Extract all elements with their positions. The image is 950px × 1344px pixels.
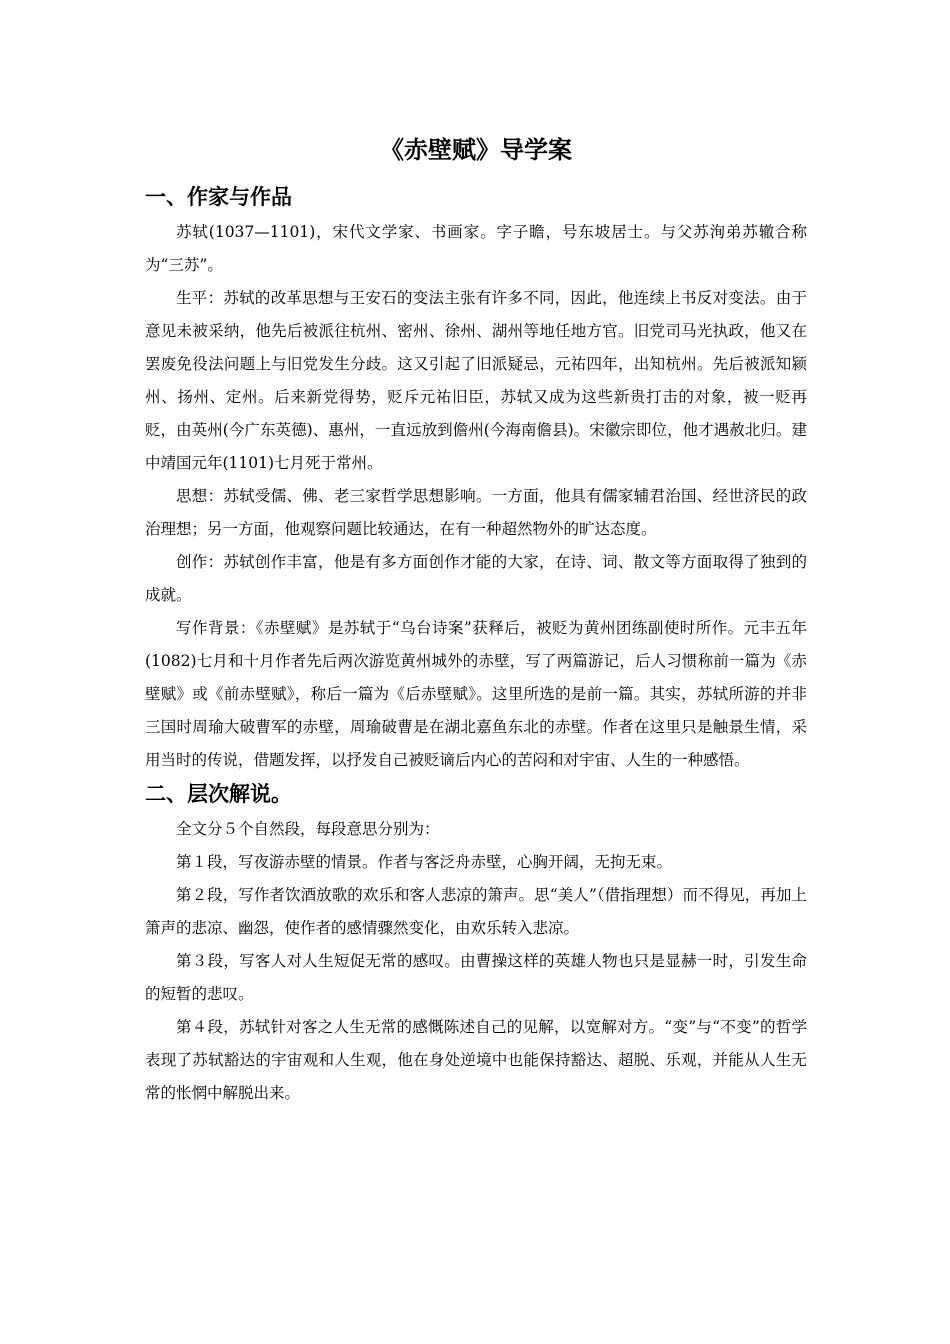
section-author-works xyxy=(145,180,807,777)
paragraph-section-4: 第４段，苏轼针对客之人生无常的感慨陈述自己的见解，以宽解对方。“变”与“不变”的哲学表现了苏轼豁达的宇宙观和人生观，他在身处逆境中也能保持豁达、超脱、乐观，并能从人生无常的怅惘中解脱出来。 xyxy=(145,1018,807,1102)
paragraph-intro: 苏轼(1037—1101)，宋代文学家、书画家。字子瞻，号东坡居士。与父苏洵弟苏辙合称为“三苏”。 xyxy=(145,223,807,274)
section-structure xyxy=(145,777,807,1110)
paragraph-overview: 全文分５个自然段，每段意思分别为： xyxy=(176,820,440,838)
paragraph-section-1: 第１段，写夜游赤壁的情景。作者与客泛舟赤壁，心胸开阔，无拘无束。 xyxy=(176,853,673,871)
paragraph-section-3: 第３段，写客人对人生短促无常的感叹。由曹操这样的英雄人物也只是显赫一时，引发生命的短暂的悲叹。 xyxy=(145,952,807,1003)
section-heading: 二、层次解说。 xyxy=(145,782,292,806)
page-title: 《赤壁赋》导学案 xyxy=(380,136,572,164)
paragraph-background: 写作背景：《赤壁赋》是苏轼于“乌台诗案”获释后，被贬为黄州团练副使时所作。元丰五年(1082)七月和十月作者先后两次游览黄州城外的赤壁，写了两篇游记，后人习惯称前一篇为《赤壁赋》或《前赤壁赋》，称后一篇为《后赤壁赋》。这里所选的是前一篇。其实，苏轼所游的并非三国时周瑜大破曹军的赤壁，周瑜破曹是在湖北嘉鱼东北的赤壁。作者在这里只是触景生情，采用当时的传说，借题发挥，以抒发自己被贬谪后内心的苦闷和对宇宙、人生的一种感悟。 xyxy=(145,619,807,769)
paragraph-section-2: 第２段，写作者饮酒放歌的欢乐和客人悲凉的箫声。思“美人”（借指理想）而不得见，再加上箫声的悲凉、幽怨，使作者的感情骤然变化，由欢乐转入悲凉。 xyxy=(145,886,807,937)
paragraph-thought: 思想：苏轼受儒、佛、老三家哲学思想影响。一方面，他具有儒家辅君治国、经世济民的政治理想；另一方面，他观察问题比较通达，在有一种超然物外的旷达态度。 xyxy=(145,487,807,538)
section-heading: 一、作家与作品 xyxy=(145,185,292,209)
paragraph-creation: 创作：苏轼创作丰富，他是有多方面创作才能的大家，在诗、词、散文等方面取得了独到的成就。 xyxy=(145,553,807,604)
paragraph-life: 生平：苏轼的改革思想与王安石的变法主张有许多不同，因此，他连续上书反对变法。由于意见未被采纳，他先后被派往杭州、密州、徐州、湖州等地任地方官。旧党司马光执政，他又在罢废免役法问题上与旧党发生分歧。这又引起了旧派疑忌，元祐四年，出知杭州。先后被派知颍州、扬州、定州。后来新党得势，贬斥元祐旧臣，苏轼又成为这些新贵打击的对象，被一贬再贬，由英州(今广东英德)、惠州，一直远放到儋州(今海南儋县)。宋徽宗即位，他才遇赦北归。建中靖国元年(1101)七月死于常州。 xyxy=(145,289,807,472)
document-body xyxy=(145,132,807,1110)
